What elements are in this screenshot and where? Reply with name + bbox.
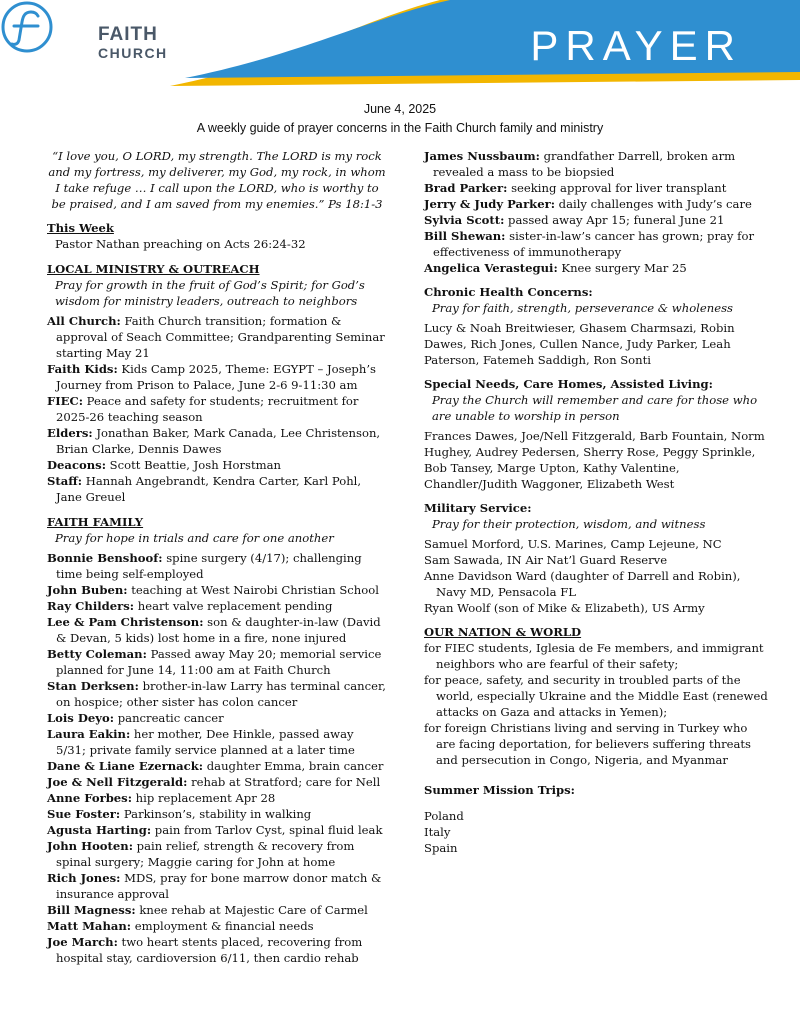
entry-name: Sue Foster: bbox=[47, 807, 121, 821]
ministry-entry bbox=[47, 313, 387, 361]
family-entry bbox=[424, 228, 769, 260]
ministry-entry bbox=[47, 457, 387, 473]
faith-family-list bbox=[47, 550, 387, 966]
entry-text: passed away Apr 15; funeral June 21 bbox=[504, 213, 725, 227]
family-entry bbox=[47, 614, 387, 646]
military-list bbox=[424, 536, 769, 616]
entry-text: knee rehab at Majestic Care of Carmel bbox=[135, 903, 368, 917]
entry-name: Jerry & Judy Parker: bbox=[424, 197, 555, 211]
entry-name: Agusta Harting: bbox=[47, 823, 152, 837]
entry-text: pancreatic cancer bbox=[114, 711, 224, 725]
family-entry bbox=[47, 822, 387, 838]
entry-name: Bonnie Benshoof: bbox=[47, 551, 163, 565]
entry-text: seeking approval for liver transplant bbox=[507, 181, 727, 195]
entry-name: Elders: bbox=[47, 426, 93, 440]
entry-name: John Hooten: bbox=[47, 839, 133, 853]
entry-text: Hannah Angebrandt, Kendra Carter, Karl Pohl, Jane Greuel bbox=[56, 474, 362, 504]
faith-family-intro: Pray for hope in trials and care for one another bbox=[55, 531, 334, 545]
entry-name: Bill Magness: bbox=[47, 903, 136, 917]
entry-text: employment & financial needs bbox=[131, 919, 314, 933]
entry-name: Angelica Verastegui: bbox=[424, 261, 558, 275]
ministry-entry bbox=[47, 393, 387, 425]
family-entry bbox=[47, 678, 387, 710]
military-heading: Military Service: bbox=[424, 501, 532, 515]
ministry-entry bbox=[47, 425, 387, 457]
entry-name: Betty Coleman: bbox=[47, 647, 147, 661]
family-entry bbox=[424, 180, 769, 196]
entry-text: Kids Camp 2025, Theme: EGYPT – Joseph’s Journey from Prison to Palace, June 2-6 9-11:30 am bbox=[56, 362, 376, 392]
entry-text: daughter Emma, brain cancer bbox=[203, 759, 384, 773]
bulletin-subtitle: A weekly guide of prayer concerns in the Faith Church family and ministry bbox=[196, 121, 604, 135]
entry-text: grandfather Darrell, broken arm revealed a mass to be biopsied bbox=[433, 149, 736, 179]
entry-name: Anne Forbes: bbox=[47, 791, 132, 805]
entry-text: heart valve replacement pending bbox=[134, 599, 333, 613]
family-entry bbox=[47, 934, 387, 966]
entry-text: sister-in-law’s cancer has grown; pray for effectiveness of immunotherapy bbox=[433, 229, 754, 259]
mission-place: Spain bbox=[424, 841, 458, 855]
entry-name: Dane & Liane Ezernack: bbox=[47, 759, 204, 773]
family-entry bbox=[47, 902, 387, 918]
this-week-heading: This Week bbox=[47, 221, 114, 235]
family-entry bbox=[47, 918, 387, 934]
military-intro: Pray for their protection, wisdom, and witness bbox=[432, 517, 706, 531]
entry-text: brother-in-law Larry has terminal cancer, on hospice; other sister has colon cancer bbox=[56, 679, 386, 709]
family-entry bbox=[424, 260, 769, 276]
family-entry bbox=[47, 774, 387, 790]
military-entry: Sam Sawada, IN Air Nat’l Guard Reserve bbox=[424, 553, 668, 567]
nation-heading: OUR NATION & WORLD bbox=[424, 625, 582, 639]
logo-line-church: CHURCH bbox=[98, 45, 168, 61]
faith-logo-icon bbox=[0, 0, 54, 54]
entry-name: Staff: bbox=[47, 474, 83, 488]
military-entry: Samuel Morford, U.S. Marines, Camp Lejeune, NC bbox=[424, 537, 722, 551]
family-entry bbox=[47, 806, 387, 822]
entry-name: Lee & Pam Christenson: bbox=[47, 615, 204, 629]
entry-name: Joe & Nell Fitzgerald: bbox=[47, 775, 188, 789]
family-entry bbox=[47, 790, 387, 806]
entry-text: Jonathan Baker, Mark Canada, Lee Christenson, Brian Clarke, Dennis Dawes bbox=[56, 426, 381, 456]
entry-text: Knee surgery Mar 25 bbox=[557, 261, 687, 275]
family-entry bbox=[424, 212, 769, 228]
entry-text: pain from Tarlov Cyst, spinal fluid leak bbox=[151, 823, 383, 837]
family-entry bbox=[47, 582, 387, 598]
local-ministry-list bbox=[47, 313, 387, 505]
family-entry bbox=[424, 196, 769, 212]
mission-place: Italy bbox=[424, 825, 451, 839]
header-banner bbox=[0, 0, 800, 86]
entry-name: Brad Parker: bbox=[424, 181, 508, 195]
nation-entry: for FIEC students, Iglesia de Fe members, and immigrant neighbors who are fearful of their safety; bbox=[424, 641, 764, 671]
special-needs-intro: Pray the Church will remember and care for those who are unable to worship in person bbox=[432, 393, 758, 423]
chronic-heading: Chronic Health Concerns: bbox=[424, 285, 593, 299]
entry-text: daily challenges with Judy’s care bbox=[554, 197, 752, 211]
entry-text: pain relief, strength & recovery from spinal surgery; Maggie caring for John at home bbox=[56, 839, 355, 869]
page-title: PRAYER bbox=[530, 22, 742, 69]
family-entry bbox=[47, 598, 387, 614]
military-entry: Anne Davidson Ward (daughter of Darrell and Robin), Navy MD, Pensacola FL bbox=[424, 569, 741, 599]
entry-text: teaching at West Nairobi Christian School bbox=[127, 583, 379, 597]
missions-list bbox=[424, 808, 769, 856]
ministry-entry bbox=[47, 361, 387, 393]
family-entry bbox=[47, 758, 387, 774]
nation-entry: for peace, safety, and security in troubled parts of the world, especially Ukraine and the Middle East (renewed attacks on Gaza and attacks in Yemen); bbox=[424, 673, 768, 719]
nation-entry: for foreign Christians living and serving in Turkey who are facing deportation, for believers suffering threats and persecution in Congo, Nigeria, and Myanmar bbox=[424, 721, 751, 767]
entry-name: Faith Kids: bbox=[47, 362, 118, 376]
chronic-names: Lucy & Noah Breitwieser, Ghasem Charmsazi, Robin Dawes, Rich Jones, Cullen Nance, Judy Parker, Leah Paterson, Fatemeh Saddigh, Ron Sonti bbox=[424, 321, 735, 367]
entry-text: Parkinson’s, stability in walking bbox=[120, 807, 312, 821]
nation-list bbox=[424, 640, 769, 768]
entry-name: Stan Derksen: bbox=[47, 679, 139, 693]
family-entry bbox=[47, 838, 387, 870]
entry-name: John Buben: bbox=[47, 583, 128, 597]
entry-text: hip replacement Apr 28 bbox=[132, 791, 276, 805]
entry-text: spine surgery (4/17); challenging time being self-employed bbox=[56, 551, 362, 581]
entry-text: Faith Church transition; formation & approval of Seach Committee; Grandparenting Seminar starting May 21 bbox=[56, 314, 385, 360]
entry-text: rehab at Stratford; care for Nell bbox=[187, 775, 381, 789]
logo-text bbox=[98, 26, 168, 62]
logo-line-faith: FAITH bbox=[98, 24, 158, 45]
entry-text: Peace and safety for students; recruitment for 2025-26 teaching season bbox=[56, 394, 359, 424]
local-ministry-heading: LOCAL MINISTRY & OUTREACH bbox=[47, 262, 260, 276]
entry-name: Ray Childers: bbox=[47, 599, 135, 613]
missions-heading: Summer Mission Trips: bbox=[424, 783, 575, 797]
entry-name: Joe March: bbox=[47, 935, 118, 949]
family-entry bbox=[47, 710, 387, 726]
this-week-text: Pastor Nathan preaching on Acts 26:24-32 bbox=[55, 237, 306, 251]
military-entry: Ryan Woolf (son of Mike & Elizabeth), US Army bbox=[424, 601, 705, 615]
special-needs-heading: Special Needs, Care Homes, Assisted Living: bbox=[424, 377, 713, 391]
entry-text: her mother, Dee Hinkle, passed away 5/31; private family service planned at a later time bbox=[56, 727, 355, 757]
special-needs-names: Frances Dawes, Joe/Nell Fitzgerald, Barb Fountain, Norm Hughey, Audrey Pedersen, Sherry Rose, Peggy Sprinkle, Bob Tansey, Marge Upton, Kathy Valentine, Chandler/Judith Waggoner, Elizabeth West bbox=[424, 429, 765, 491]
entry-name: Deacons: bbox=[47, 458, 106, 472]
family-entry bbox=[424, 148, 769, 180]
family-entry bbox=[47, 646, 387, 678]
left-column bbox=[47, 148, 387, 966]
local-ministry-intro: Pray for growth in the fruit of God’s Spirit; for God’s wisdom for ministry leaders, outreach to neighbors bbox=[55, 278, 365, 308]
entry-name: Matt Mahan: bbox=[47, 919, 132, 933]
entry-text: Passed away May 20; memorial service planned for June 14, 11:00 am at Faith Church bbox=[56, 647, 382, 677]
chronic-intro: Pray for faith, strength, perseverance & wholeness bbox=[432, 301, 733, 315]
mission-place: Poland bbox=[424, 809, 464, 823]
entry-name: Bill Shewan: bbox=[424, 229, 506, 243]
entry-name: James Nussbaum: bbox=[424, 149, 540, 163]
entry-text: MDS, pray for bone marrow donor match & insurance approval bbox=[56, 871, 382, 901]
ministry-entry bbox=[47, 473, 387, 505]
entry-name: FIEC: bbox=[47, 394, 83, 408]
entry-name: All Church: bbox=[47, 314, 121, 328]
right-column bbox=[424, 148, 769, 856]
entry-name: Rich Jones: bbox=[47, 871, 121, 885]
faith-family-heading: FAITH FAMILY bbox=[47, 515, 144, 529]
scripture-quote: “I love you, O LORD, my strength. The LORD is my rock and my fortress, my deliverer, my God, my rock, in whom I take refuge … I call upon the LORD, who is worthy to be praised, and I am saved from my enemies.” Ps 18:1-3 bbox=[48, 149, 386, 211]
family-entry bbox=[47, 550, 387, 582]
entry-name: Laura Eakin: bbox=[47, 727, 131, 741]
entry-text: Scott Beattie, Josh Horstman bbox=[105, 458, 281, 472]
entry-name: Sylvia Scott: bbox=[424, 213, 505, 227]
entry-name: Lois Deyo: bbox=[47, 711, 115, 725]
faith-family-continued-list bbox=[424, 148, 769, 276]
family-entry bbox=[47, 870, 387, 902]
entry-text: son & daughter-in-law (David & Devan, 5 kids) lost home in a fire, none injured bbox=[56, 615, 381, 645]
bulletin-date: June 4, 2025 bbox=[363, 102, 437, 116]
entry-text: two heart stents placed, recovering from hospital stay, cardioversion 6/11, then cardio rehab bbox=[56, 935, 363, 965]
family-entry bbox=[47, 726, 387, 758]
